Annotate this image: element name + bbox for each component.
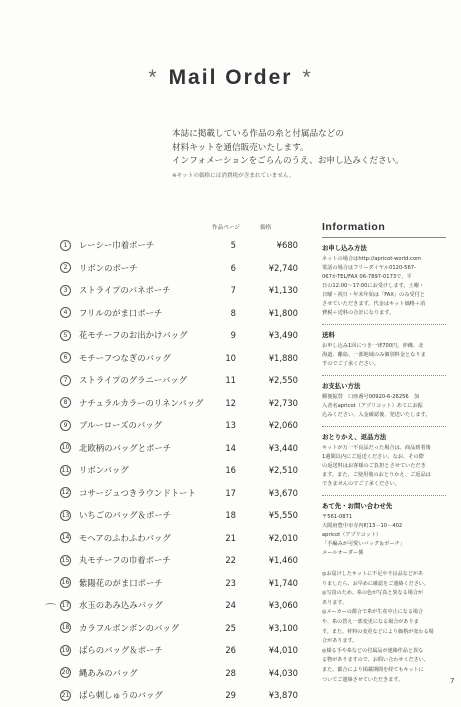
item-page: 28 [225,667,236,678]
item-price: ¥680 [276,240,298,251]
information-title: Information [322,221,446,238]
item-name: 縄あみのバッグ [79,667,138,678]
item-number: 4 [60,307,71,318]
item-price: ¥2,730 [268,397,298,408]
note-line: ◎様る手や糸などの付属品が連絡作品と異な [322,647,424,654]
list-item [60,234,310,257]
item-number: 16 [61,579,70,587]
info-line: させていただきます。代金はキット価格＋消 [322,301,426,307]
item-name: ばら刺しゅうのバッグ [79,690,163,701]
info-line: 海道、離島、一部地域のみ個別料金となりま [322,352,426,358]
item-number: 13 [61,511,70,519]
list-item [60,639,310,662]
list-item [60,662,310,685]
list-item [60,504,310,527]
list-item [60,347,310,370]
item-name: ストライプのグラニーバッグ [79,375,187,386]
intro-line: 材料キットを通信販売いたします。 [172,142,309,153]
item-price: ¥2,510 [268,465,298,476]
intro-note: ※キットの価格には消費税が含まれていません。 [172,172,295,179]
list-item [60,594,310,617]
note-line: りましたら、お早めに確認をご連絡ください。 [322,580,429,587]
page-title [0,66,461,90]
item-number: 6 [60,352,71,363]
item-name: 水玉のあみ込みバッグ [79,600,163,611]
item-number: 10 [61,444,70,452]
item-number: 14 [61,534,70,542]
item-number: 5 [60,330,71,341]
item-page: 8 [230,307,236,318]
item-page: 22 [225,555,236,566]
info-line: 日の12:00～17:00にお受けします。土曜・ [322,283,425,289]
info-line: apricot（アプリコット） [322,532,382,538]
note-line: ついてご連絡させていただきます。 [322,676,404,683]
item-number: 12 [61,489,70,497]
info-section [322,427,446,496]
info-line: 電話の場合はフリーダイヤル0120-567- [322,265,416,271]
info-line: 大阪府豊中市寺内町13－10－402 [322,523,403,529]
item-page: 21 [225,532,236,543]
note-line: また、都合により掲載期間を経てもキットに [322,666,424,673]
item-price: ¥3,670 [268,487,298,498]
item-number: 21 [61,691,70,699]
info-section-heading: 送料 [322,331,335,339]
item-number: 18 [61,624,70,632]
item-price: ¥2,010 [268,532,298,543]
item-page: 9 [230,330,236,341]
info-section-heading: お申し込み方法 [322,244,367,252]
item-page: 25 [225,622,236,633]
info-line: 067かTEL/FAX 06-7897-0173で、平 [322,274,412,280]
list-item [60,369,310,392]
info-line: すのでご了承ください。 [322,361,380,367]
note-line: 合があります。 [322,638,358,645]
info-section-heading: あて先・お問い合わせ先 [322,502,393,510]
info-line: ネットの場合はhttp://apricot-world.com [322,256,422,262]
info-line: 費税＋送料の合計になります。 [322,310,395,316]
note-line: る物がありますので、お問い合わせください。 [322,657,429,664]
item-number: 20 [61,669,70,677]
item-page: 13 [225,420,236,431]
item-price: ¥3,440 [268,442,298,453]
column-header-page: 作品ページ [212,225,240,231]
list-item [60,324,310,347]
title-asterisk-left: * [148,66,159,89]
info-section-heading: おとりかえ、返品方法 [322,433,387,441]
info-line: メールオーダー係 [322,550,364,556]
list-item [60,572,310,595]
item-name: ストライプのバネポーチ [79,285,171,296]
item-name: いちごのバッグ＆ポーチ [79,510,172,521]
info-line: お申し込み1回につき一律700円。沖縄、北 [322,343,424,349]
item-number: 7 [60,375,71,386]
item-name: 花モチーフのお出かけバッグ [79,330,188,341]
item-price: ¥3,870 [268,690,298,701]
item-number: 2 [60,262,71,273]
item-name: ブルーローズのバッグ [79,420,162,431]
item-price: ¥4,030 [268,667,298,678]
pen-mark [45,603,56,608]
info-line: 〒561-0871 [322,514,353,520]
note-line: あります。 [322,599,348,606]
note-line: ◎お届けしたキットに不足や不良品などがあ [322,571,424,577]
note-line: ◎写真のため、糸の色が写真と異なる場合が [322,590,424,597]
item-page: 14 [225,442,236,453]
item-price: ¥3,060 [268,600,298,611]
item-name: ばらのバッグ＆ポーチ [79,645,163,656]
item-name: 紫陽花のがま口ポーチ [79,577,163,588]
list-item [60,617,310,640]
info-line: できませんのでご了承ください。 [322,481,400,487]
info-section [322,376,446,427]
info-section [322,496,446,564]
item-price: ¥2,550 [268,375,298,386]
item-page: 23 [225,577,236,588]
item-price: ¥1,880 [268,352,298,363]
item-name: リボンのポーチ [79,262,138,273]
note-line: や、糸の替え一部変更になる場合がありま [322,618,419,625]
info-section-heading: お支払い方法 [322,382,361,390]
item-page: 5 [230,240,236,251]
info-section [322,238,446,325]
item-name: 北欧柄のバッグとポーチ [79,442,172,453]
item-page: 17 [225,487,236,498]
info-line: 日曜・祝日・年末年始は「FAX」のみ受付と [322,292,425,298]
item-number: 3 [60,285,71,296]
item-page: 24 [225,600,236,611]
item-name: コサージュつきラウンドトート [79,487,196,498]
column-header-price: 価格 [260,225,272,231]
item-number: 11 [61,466,70,474]
item-page: 26 [225,645,236,656]
item-number: 1 [60,240,71,251]
item-page: 6 [230,262,236,273]
item-price: ¥1,800 [268,307,298,318]
item-name: モヘアのふわふわバッグ [79,532,171,543]
item-price: ¥2,060 [268,420,298,431]
list-item [60,257,310,280]
title-text: Mail Order [168,66,293,89]
info-line: の返送料はお客様のご負担とさせていただき [322,463,426,469]
item-price: ¥1,460 [268,555,298,566]
note-line: す。また、材料の変更などにより価格が変わる場 [322,628,434,635]
item-number: 15 [61,556,70,564]
list-item [60,437,310,460]
intro-block [172,128,442,181]
info-line: 込みください。入金確認後、発送いたします。 [322,412,431,418]
list-item [60,392,310,415]
item-price: ¥3,490 [268,330,298,341]
item-list [60,234,310,707]
item-page: 29 [225,690,236,701]
list-item [60,302,310,325]
info-section [322,325,446,376]
item-name: 丸モチーフの巾着ポーチ [79,555,171,566]
item-page: 11 [225,375,236,386]
info-line: ます。また、ご使用後のおとりかえ、ご返品は [322,472,431,478]
item-name: モチーフつなぎのバッグ [79,352,171,363]
item-number: 17 [61,601,70,609]
list-item [60,549,310,572]
item-name: レーシー巾着ポーチ [79,240,155,251]
item-name: カラフルボンボンのバッグ [79,622,180,633]
item-name: フリルのがま口ポーチ [79,307,163,318]
item-page: 10 [225,352,236,363]
item-page: 18 [225,510,236,521]
title-asterisk-right: * [302,66,313,89]
item-price: ¥1,130 [268,285,298,296]
note-line: ◎メーカーの都合で糸が生産中止になる場合 [322,609,424,616]
item-page: 7 [230,285,236,296]
notes-block [322,564,446,685]
item-number: 9 [60,420,71,431]
item-page: 12 [225,397,236,408]
list-item [60,482,310,505]
item-number: 19 [61,646,70,654]
intro-line: 本誌に掲載している作品の糸と付属品などの [172,129,344,139]
item-page: 16 [225,465,236,476]
item-price: ¥5,550 [268,510,298,521]
item-price: ¥3,100 [268,622,298,633]
list-item [60,527,310,550]
info-line: 入者名apricot（アプリコット）あてにお振 [322,403,423,409]
item-number: 8 [60,397,71,408]
item-price: ¥1,740 [268,577,298,588]
list-item [60,684,310,707]
info-line: 郵便振替 口座番号00920-6-26256 加 [322,394,420,400]
info-line: キットが万一不良品だった場合は、商品到着後 [322,445,431,451]
information-panel [322,221,446,685]
info-line: 「手編みが可愛いバッグ＆ポーチ」 [322,541,406,547]
info-line: 1週間以内にご返送ください。なお、その際 [322,454,424,460]
list-item [60,459,310,482]
item-price: ¥4,010 [268,645,298,656]
item-name: ナチュラルカラーのリネンバッグ [79,397,204,408]
page-number: 7 [450,677,455,685]
item-price: ¥2,740 [268,262,298,273]
list-item [60,414,310,437]
list-item [60,279,310,302]
intro-line: インフォメーションをごらんのうえ、お申し込みください。 [172,156,404,166]
item-name: リボンバッグ [79,465,129,476]
